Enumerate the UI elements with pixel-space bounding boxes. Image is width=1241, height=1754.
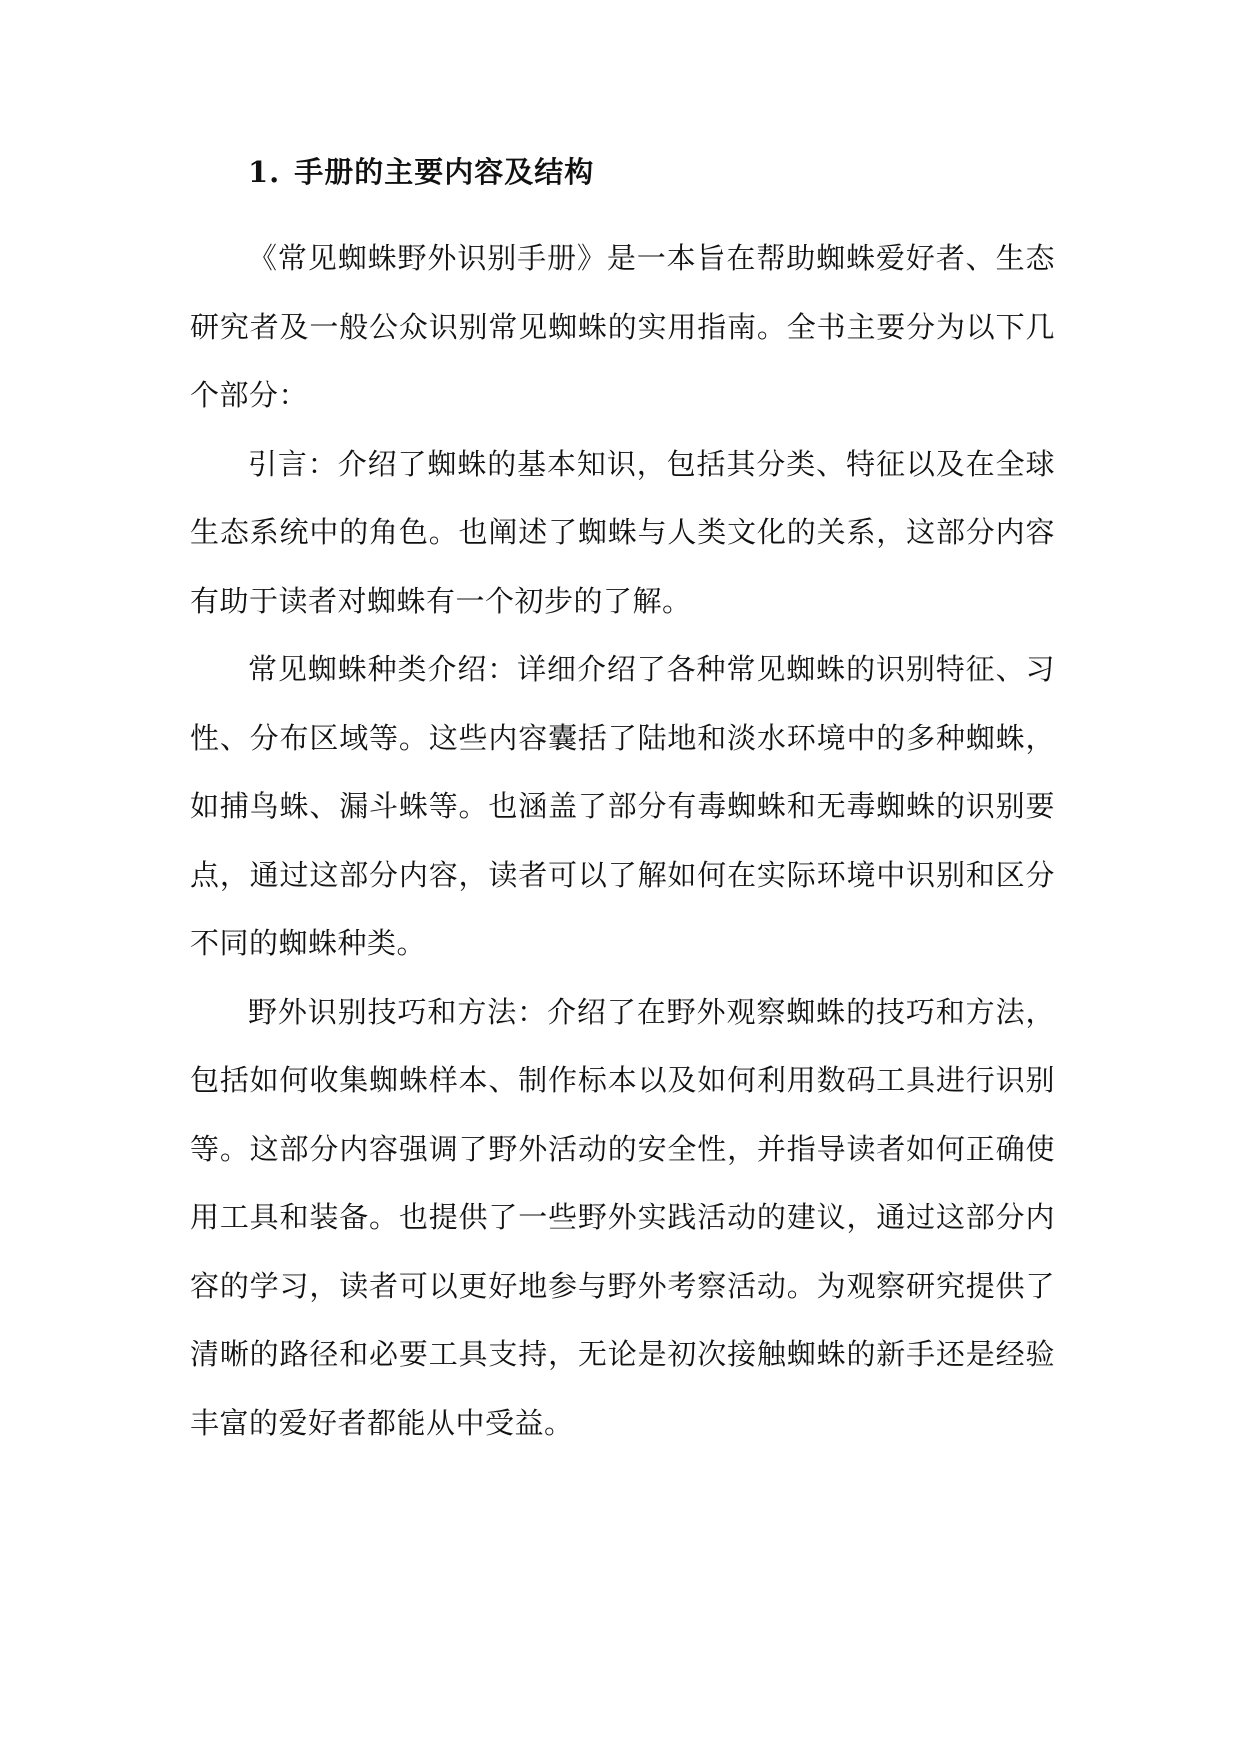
paragraph-intro: 《常见蜘蛛野外识别手册》是一本旨在帮助蜘蛛爱好者、生态研究者及一般公众识别常见蜘蛛的实用指南。全书主要分为以下几个部分： [190,241,1055,412]
paragraph-species: 常见蜘蛛种类介绍：详细介绍了各种常见蜘蛛的识别特征、习性、分布区域等。这些内容囊括了陆地和淡水环境中的多种蜘蛛，如捕鸟蛛、漏斗蛛等。也涵盖了部分有毒蜘蛛和无毒蜘蛛的识别要点，通过这部分内容，读者可以了解如何在实际环境中识别和区分不同的蜘蛛种类。 [190,652,1055,960]
paragraph-field-techniques: 野外识别技巧和方法：介绍了在野外观察蜘蛛的技巧和方法，包括如何收集蜘蛛样本、制作标本以及如何利用数码工具进行识别等。这部分内容强调了野外活动的安全性，并指导读者如何正确使用工具和装备。也提供了一些野外实践活动的建议，通过这部分内容的学习，读者可以更好地参与野外考察活动。为观察研究提供了清晰的路径和必要工具支持，无论是初次接触蜘蛛的新手还是经验丰富的爱好者都能从中受益。 [190,994,1055,1440]
document-page [190,148,1055,1457]
section-title: 手册的主要内容及结构 [294,155,595,189]
section-number: 1. [248,155,281,189]
section-heading [190,148,1055,196]
paragraph-preface: 引言：介绍了蜘蛛的基本知识，包括其分类、特征以及在全球生态系统中的角色。也阐述了蜘蛛与人类文化的关系，这部分内容有助于读者对蜘蛛有一个初步的了解。 [190,446,1055,618]
